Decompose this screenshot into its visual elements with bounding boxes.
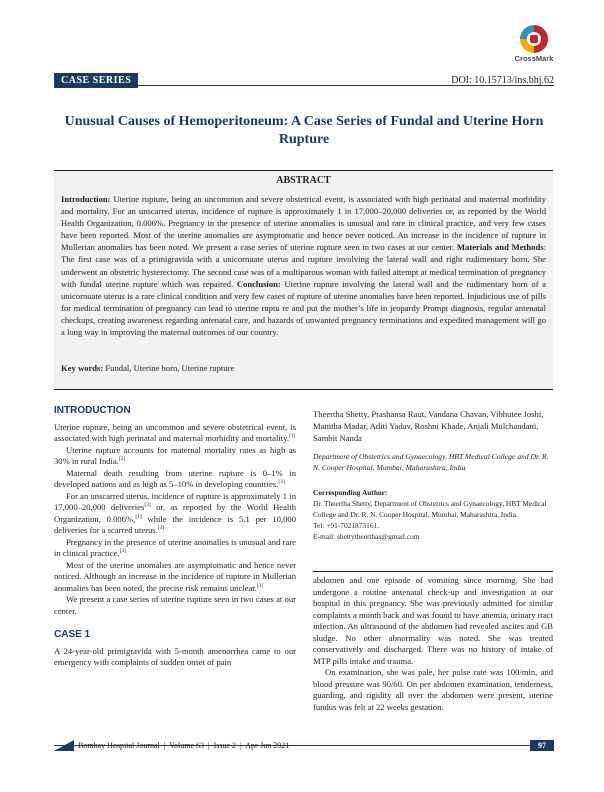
keywords-text: Fundal, Uterine horn, Uterine rupture	[103, 363, 235, 373]
corr-label: Corresponding Author:	[313, 488, 388, 497]
footer-journal: Bombay Hospital Journal	[78, 741, 160, 750]
crossmark-logo[interactable]	[512, 25, 556, 65]
abstract-methods-label: Materials and Methods	[456, 242, 544, 253]
intro-paragraph-3: Maternal death resulting from uterine rupture is 0–1% in developed nations and as high as 5–10% in developing countries.[3]	[54, 467, 296, 489]
left-column	[54, 405, 296, 669]
crossmark-label: CrossMark	[514, 54, 554, 63]
intro-paragraph-6: Most of the uterine anomalies are asymptomatic and hence never noticed. Although an increase in the incidence of rupture in Mullerian anomalies has been noted, the precise risk remains unclear.[3]	[54, 559, 296, 593]
corr-text: Dr. Theertha Shetty, Department of Obstetrics and Gynaecology, HBT Medical College and Dr. R. N. Cooper Hospital, Mumbai, Maharashtra, India.	[313, 499, 547, 519]
doi[interactable]: DOI: 10.15713/ins.bhj.62	[451, 75, 554, 86]
intro-paragraph-2: Uterine rupture accounts for maternal mortality rates as high as 30% in rural India.[2]	[54, 444, 296, 466]
article-title: Unusual Causes of Hemoperitoneum: A Case Series of Fundal and Uterine Horn Rupture	[64, 114, 544, 147]
abstract-body	[61, 193, 546, 338]
affiliation: Department of Obstetrics and Gynaecology, HBT Medical College and Dr. R. N. Cooper Hospital, Mumbai, Maharashtra, India	[313, 452, 549, 472]
corr-tel: Tel: +91-7021873161.	[313, 521, 380, 530]
keywords	[61, 363, 546, 373]
examination-paragraph: On examination, she was pale, her pulse rate was 100/min, and blood pressure was 90/60. On per abdomen examination, tenderness, guarding, and rigidity all over the abdomen were present, uterine fundus was felt at 22 weeks gestation.	[313, 667, 553, 712]
abstract-conclusion-text: Uterine rupture involving the lateral wall and the rudimentary horn of a unicornuate uterus is a rare clinical condition and very few cases of rupture of uterine anomalies have been reported. Injudicious use of pills for medical termination of pregnancy can lead to uterine ruptu re and put the mother’s life in jeopardy Prompt diagnosis, regular antenatal checkups, creating awareness regarding antenatal care, and hazards of unwanted pregnancy terminations and expedited management will go a long way in improving the maternal outcomes of our country.	[61, 278, 546, 338]
footer-volume: Volume 63	[169, 741, 204, 750]
intro-paragraph-7: We present a case series of uterine rupture seen in two cases at our center.	[54, 594, 296, 616]
introduction-heading: INTRODUCTION	[54, 405, 131, 416]
abstract-methods-text: : The first case was of a primigravida with a unicornuate uterus and rupture involving the lateral wall and right rudimentary horn. She underwent an obstetric hysterectomy. The second case was of a multiparous woman with failed attempt at medical termination of pregnancy with fundal uterine rupture which was repaired.	[61, 242, 546, 289]
footer-date: Apr-Jun 2021	[245, 741, 290, 750]
footer-journal-info: Bombay Hospital Journal | Volume 63 | Issue 2 | Apr-Jun 2021	[78, 741, 290, 750]
abstract-conclusion-label: Conclusion:	[236, 278, 281, 289]
crossmark-icon	[520, 25, 548, 53]
case-1-paragraph: A 24-year-old primigravida with 5-month amenorrhea came to our emergency with complaints of sudden onset of pain	[54, 645, 296, 667]
section-tag: CASE SERIES	[54, 73, 138, 88]
case-1-heading: CASE 1	[54, 629, 91, 640]
right-column	[313, 575, 553, 713]
author-list: Theertha Shetty, Prashansa Raut, Vandana Chavan, Vibhutee Joshi, Manitha Madar, Aditi Yadav, Roshni Khade, Anjali Mulchandani, Sambit Nanda	[313, 409, 544, 443]
abstract-intro-label: Introduction:	[61, 194, 111, 204]
intro-paragraph-1: Uterine rupture, being an uncommon and severe obstetrical event, is associated with high perinatal and maternal morbidity and mortality.[1]	[54, 421, 296, 443]
corresponding-author	[313, 487, 553, 542]
intro-paragraph-4: For an unscarred uterus, incidence of rupture is approximately 1 in 17,000–20,000 deliveries[3] or, as reported by the World Health Organization, 0.006%,[1] while the incidence is 5.1 per 10,000 deliveries for a scarred uterus.[3]	[54, 490, 296, 535]
footer-issue: Issue 2	[213, 741, 237, 750]
abstract-heading: ABSTRACT	[276, 175, 331, 186]
author-block-rule	[313, 571, 553, 572]
abstract-intro-text: Uterine rupture, being an uncommon and severe obstetrical event, is associated with high perinatal and maternal morbidity and mortality. For an unscarred uterus, incidence of rupture is approximately 1 in 17,000–20,000 deliveries or, as reported by the World Health Organization, 0.006%. Pregnancy in the presence of uterine anomalies is unusual and rare in clinical practice, and very few cases have been reported. Most of the uterine anomalies are asymptomatic and hence never noticed. An increase in the incidence of rupture in Mullerian anomalies has been noted. We present a case series of uterine rupture seen in two cases at our center.	[61, 194, 546, 253]
intro-paragraph-5: Pregnancy in the presence of uterine anomalies is unusual and rare in clinical practice.[3]	[54, 536, 296, 558]
page-number: 97	[530, 740, 554, 751]
keywords-label: Key words:	[61, 363, 104, 373]
case-1-continued-paragraph: abdomen and one episode of vomiting since morning. She had undergone a routine antenatal check-up and investigation at our hospital in this pregnancy. She was previously admitted for similar complaints a month back and was found to have anemia, urinary tract infection. An ultrasound of the abdomen had revealed ascites and GB sludge. No other abnormality was noted. She was treated conservatively and discharged. There was no history of intake of MTP pills intake and trauma.	[313, 575, 553, 666]
corr-email[interactable]: E-mail: shettytheerthas@gmail.com	[313, 532, 420, 541]
